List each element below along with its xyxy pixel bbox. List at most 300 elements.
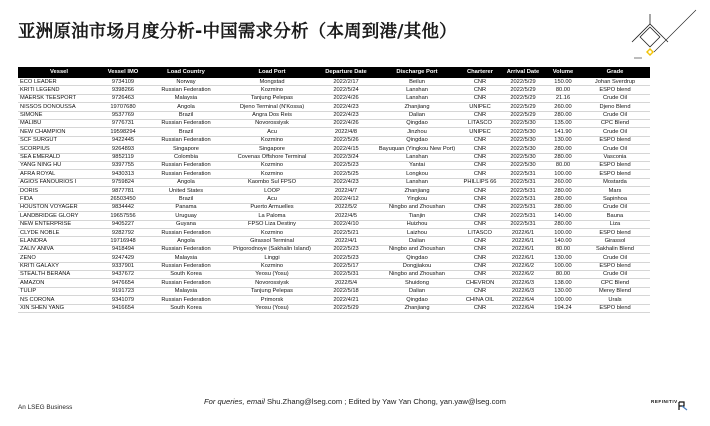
table-cell: Kozmino bbox=[226, 170, 318, 178]
table-cell: 80.00 bbox=[546, 270, 580, 278]
table-cell: 140.00 bbox=[546, 212, 580, 220]
table-cell: Novorossiysk bbox=[226, 119, 318, 127]
table-cell: Crude Oil bbox=[580, 111, 650, 119]
page-title: 亚洲原油市场月度分析-中国需求分析（本周到港/其他） bbox=[18, 22, 457, 42]
table-row bbox=[18, 187, 650, 195]
table-cell: Kozmino bbox=[226, 262, 318, 270]
table-cell: ELANDRA bbox=[18, 237, 100, 245]
table-cell: MALIBU bbox=[18, 119, 100, 127]
table-cell: CNR bbox=[460, 187, 500, 195]
table-cell: 2022/5/2 bbox=[318, 203, 374, 211]
table-cell: CNR bbox=[460, 94, 500, 102]
table-cell: CNR bbox=[460, 136, 500, 144]
table-cell: SCORPIUS bbox=[18, 145, 100, 153]
table-cell: 2022/5/23 bbox=[318, 245, 374, 253]
table-row bbox=[18, 212, 650, 220]
table-row bbox=[18, 170, 650, 178]
table-cell: Angola bbox=[146, 178, 226, 186]
table-cell: 280.00 bbox=[546, 187, 580, 195]
table-cell: 2022/6/4 bbox=[500, 304, 546, 312]
table-cell: Vasconia bbox=[580, 153, 650, 161]
table-cell: 2022/4/26 bbox=[318, 94, 374, 102]
table-cell: CPC Blend bbox=[580, 119, 650, 127]
table-cell: 2022/5/31 bbox=[500, 203, 546, 211]
table-cell: South Korea bbox=[146, 304, 226, 312]
table-cell: 2022/5/18 bbox=[318, 287, 374, 295]
table-cell: Tanjung Pelepas bbox=[226, 287, 318, 295]
table-cell: La Paloma bbox=[226, 212, 318, 220]
table-cell: 26503450 bbox=[100, 195, 146, 203]
table-cell: ESPO blend bbox=[580, 136, 650, 144]
table-cell: Russian Federation bbox=[146, 262, 226, 270]
table-cell: CLYDE NOBLE bbox=[18, 229, 100, 237]
table-cell: Acu bbox=[226, 195, 318, 203]
table-cell: 2022/5/23 bbox=[318, 254, 374, 262]
table-cell: 80.00 bbox=[546, 161, 580, 169]
table-cell: CNR bbox=[460, 161, 500, 169]
table-cell: 2022/5/29 bbox=[500, 86, 546, 94]
table-row bbox=[18, 195, 650, 203]
table-cell: HOUSTON VOYAGER bbox=[18, 203, 100, 211]
table-cell: 130.00 bbox=[546, 136, 580, 144]
table-cell: Prigorodnoye (Sakhalin Island) bbox=[226, 245, 318, 253]
table-cell: 9341079 bbox=[100, 296, 146, 304]
table-cell: Guyana bbox=[146, 220, 226, 228]
table-cell: Dalian bbox=[374, 287, 460, 295]
table-cell: CNR bbox=[460, 287, 500, 295]
table-row bbox=[18, 136, 650, 144]
table-cell: 19598294 bbox=[100, 128, 146, 136]
table-cell: LANDBRIDGE GLORY bbox=[18, 212, 100, 220]
table-row bbox=[18, 287, 650, 295]
table-cell: CNR bbox=[460, 220, 500, 228]
table-cell: 2022/5/29 bbox=[500, 111, 546, 119]
table-cell: Singapore bbox=[146, 145, 226, 153]
table-cell: 2022/5/31 bbox=[500, 170, 546, 178]
table-cell: Yeosu (Yosu) bbox=[226, 304, 318, 312]
table-cell: 135.00 bbox=[546, 119, 580, 127]
table-cell: 21.16 bbox=[546, 94, 580, 102]
table-cell: CNR bbox=[460, 237, 500, 245]
table-cell: 9759824 bbox=[100, 178, 146, 186]
table-cell: Crude Oil bbox=[580, 145, 650, 153]
table-cell: Crude Oil bbox=[580, 128, 650, 136]
table-cell: CHINA OIL bbox=[460, 296, 500, 304]
table-cell: LITASCO bbox=[460, 119, 500, 127]
table-cell: 2022/5/17 bbox=[318, 262, 374, 270]
table-cell: Russian Federation bbox=[146, 119, 226, 127]
table-cell: Crude Oil bbox=[580, 254, 650, 262]
table-row bbox=[18, 237, 650, 245]
table-cell: 2022/5/31 bbox=[318, 270, 374, 278]
table-body bbox=[18, 78, 650, 312]
table-cell: 150.00 bbox=[546, 78, 580, 86]
table-cell: Urals bbox=[580, 296, 650, 304]
table-cell: CNR bbox=[460, 78, 500, 86]
table-row bbox=[18, 128, 650, 136]
table-cell: 2022/4/1 bbox=[318, 237, 374, 245]
table-cell: AMAZON bbox=[18, 279, 100, 287]
table-cell: AFRA ROYAL bbox=[18, 170, 100, 178]
table-cell: Russian Federation bbox=[146, 86, 226, 94]
table-cell: Norway bbox=[146, 78, 226, 86]
table-cell: Ningbo and Zhoushan bbox=[374, 270, 460, 278]
table-row bbox=[18, 78, 650, 86]
table-cell: CNR bbox=[460, 145, 500, 153]
table-cell: DORIS bbox=[18, 187, 100, 195]
table-cell: 2022/4/23 bbox=[318, 178, 374, 186]
table-cell: Sapinhoa bbox=[580, 195, 650, 203]
table-cell: UNIPEC bbox=[460, 103, 500, 111]
table-cell: Bauna bbox=[580, 212, 650, 220]
table-row bbox=[18, 270, 650, 278]
table-cell: ECO LEADER bbox=[18, 78, 100, 86]
table-cell: 9398266 bbox=[100, 86, 146, 94]
table-cell: Primorsk bbox=[226, 296, 318, 304]
table-row bbox=[18, 229, 650, 237]
table-cell: Kozmino bbox=[226, 86, 318, 94]
table-cell: 280.00 bbox=[546, 203, 580, 211]
table-cell: SIMONE bbox=[18, 111, 100, 119]
table-cell: ZENO bbox=[18, 254, 100, 262]
table-cell: Longkou bbox=[374, 170, 460, 178]
table-cell: PHILLIPS 66 bbox=[460, 178, 500, 186]
table-cell: 2022/5/30 bbox=[500, 153, 546, 161]
lseg-business-label: An LSEG Business bbox=[18, 404, 73, 411]
table-cell: CPC Blend bbox=[580, 279, 650, 287]
table-cell: 2022/5/4 bbox=[318, 279, 374, 287]
table-cell: 2022/5/30 bbox=[500, 161, 546, 169]
table-cell: Mars bbox=[580, 187, 650, 195]
table-cell: 9776731 bbox=[100, 119, 146, 127]
column-header: Discharge Port bbox=[374, 67, 460, 78]
footer-queries-prefix: For queries, email bbox=[204, 397, 267, 406]
table-row bbox=[18, 103, 650, 111]
table-cell: 9247429 bbox=[100, 254, 146, 262]
table-cell: 2022/4/12 bbox=[318, 195, 374, 203]
table-row bbox=[18, 254, 650, 262]
table-cell: 2022/5/31 bbox=[500, 187, 546, 195]
table-cell: FPSO Liza Destiny bbox=[226, 220, 318, 228]
table-cell: Russian Federation bbox=[146, 161, 226, 169]
table-cell: Tanjung Pelepas bbox=[226, 94, 318, 102]
table-cell: Malaysia bbox=[146, 94, 226, 102]
table-cell: 2022/5/29 bbox=[500, 78, 546, 86]
table-cell: 140.00 bbox=[546, 237, 580, 245]
table-cell: Sakhalin Blend bbox=[580, 245, 650, 253]
table-cell: CNR bbox=[460, 153, 500, 161]
table-row bbox=[18, 245, 650, 253]
table-cell: Russian Federation bbox=[146, 245, 226, 253]
table-cell: 2022/5/31 bbox=[500, 195, 546, 203]
table-cell: Brazil bbox=[146, 111, 226, 119]
table-cell: Dongjiakou bbox=[374, 262, 460, 270]
table-cell: Crude Oil bbox=[580, 94, 650, 102]
footer-queries-contacts: Shu.Zhang@lseg.com ; Edited by Yaw Yan Chong, yan.yaw@lseg.com bbox=[266, 397, 506, 406]
column-header: Load Port bbox=[226, 67, 318, 78]
table-cell: UNIPEC bbox=[460, 128, 500, 136]
table-cell: Qingdao bbox=[374, 296, 460, 304]
table-cell: Russian Federation bbox=[146, 229, 226, 237]
table-cell: 2022/5/31 bbox=[500, 178, 546, 186]
table-row bbox=[18, 153, 650, 161]
table-cell: CNR bbox=[460, 304, 500, 312]
table-cell: Crude Oil bbox=[580, 270, 650, 278]
table-row bbox=[18, 178, 650, 186]
table-cell: 2022/5/24 bbox=[318, 86, 374, 94]
table-cell: NEW ENTERPRISE bbox=[18, 220, 100, 228]
table-cell: 2022/5/30 bbox=[500, 119, 546, 127]
table-cell: 9405227 bbox=[100, 220, 146, 228]
table-cell: Qingdao bbox=[374, 119, 460, 127]
table-cell: Qingdao bbox=[374, 136, 460, 144]
table-cell: Huizhou bbox=[374, 220, 460, 228]
table-cell: 2022/5/23 bbox=[318, 161, 374, 169]
table-cell: 80.00 bbox=[546, 86, 580, 94]
table-cell: 260.00 bbox=[546, 103, 580, 111]
table-cell: Uruguay bbox=[146, 212, 226, 220]
table-cell: Lanshan bbox=[374, 153, 460, 161]
table-cell: 19657556 bbox=[100, 212, 146, 220]
table-cell: CNR bbox=[460, 270, 500, 278]
table-cell: 2022/6/3 bbox=[500, 287, 546, 295]
table-cell: Mongstad bbox=[226, 78, 318, 86]
table-cell: Beilun bbox=[374, 78, 460, 86]
table-cell: 2022/5/30 bbox=[500, 128, 546, 136]
table-cell: CNR bbox=[460, 86, 500, 94]
table-cell: United States bbox=[146, 187, 226, 195]
table-cell: ESPO blend bbox=[580, 170, 650, 178]
table-cell: Novorossiysk bbox=[226, 279, 318, 287]
table-cell: Yeosu (Yosu) bbox=[226, 270, 318, 278]
table-cell: ESPO blend bbox=[580, 229, 650, 237]
table-cell: SEA EMERALD bbox=[18, 153, 100, 161]
vessel-table bbox=[18, 67, 650, 313]
table-row bbox=[18, 94, 650, 102]
table-cell: 2022/4/5 bbox=[318, 212, 374, 220]
table-cell: Covenas Offshore Terminal bbox=[226, 153, 318, 161]
table-cell: Kozmino bbox=[226, 161, 318, 169]
table-cell: Puerto Armuelles bbox=[226, 203, 318, 211]
table-cell: Malaysia bbox=[146, 254, 226, 262]
table-cell: CNR bbox=[460, 111, 500, 119]
table-cell: Kozmino bbox=[226, 229, 318, 237]
table-cell: SCF SURGUT bbox=[18, 136, 100, 144]
table-cell: Laizhou bbox=[374, 229, 460, 237]
table-cell: 280.00 bbox=[546, 195, 580, 203]
table-cell: Jinzhou bbox=[374, 128, 460, 136]
table-row bbox=[18, 145, 650, 153]
table-cell: Angra Dos Reis bbox=[226, 111, 318, 119]
table-row bbox=[18, 296, 650, 304]
table-header-row bbox=[18, 67, 650, 78]
table-cell: 9734109 bbox=[100, 78, 146, 86]
table-cell: South Korea bbox=[146, 270, 226, 278]
table-cell: CNR bbox=[460, 212, 500, 220]
table-cell: ZALIV ANIVA bbox=[18, 245, 100, 253]
refinitiv-logo-text: REFINITIV bbox=[651, 399, 678, 404]
table-cell: CNR bbox=[460, 254, 500, 262]
table-cell: Qingdao bbox=[374, 254, 460, 262]
table-cell: 100.00 bbox=[546, 170, 580, 178]
footer-contact-note bbox=[0, 397, 710, 406]
table-cell: 2022/4/26 bbox=[318, 119, 374, 127]
table-cell: 9422445 bbox=[100, 136, 146, 144]
table-cell: Yingkou bbox=[374, 195, 460, 203]
table-cell: Russian Federation bbox=[146, 170, 226, 178]
column-header: Departure Date bbox=[318, 67, 374, 78]
table-cell: 2022/6/2 bbox=[500, 270, 546, 278]
table-cell: MAERSK TEESPORT bbox=[18, 94, 100, 102]
table-cell: CNR bbox=[460, 170, 500, 178]
table-cell: 2022/6/1 bbox=[500, 254, 546, 262]
table-cell: Russian Federation bbox=[146, 296, 226, 304]
column-header: Charterer bbox=[460, 67, 500, 78]
table-cell: 130.00 bbox=[546, 254, 580, 262]
table-cell: Mostarda bbox=[580, 178, 650, 186]
table-cell: 9726463 bbox=[100, 94, 146, 102]
table-cell: Zhanjiang bbox=[374, 103, 460, 111]
table-cell: 280.00 bbox=[546, 111, 580, 119]
table-cell: 2022/4/8 bbox=[318, 128, 374, 136]
table-cell: Lanshan bbox=[374, 86, 460, 94]
table-cell: 100.00 bbox=[546, 229, 580, 237]
table-cell: 9264893 bbox=[100, 145, 146, 153]
table-cell: 9834442 bbox=[100, 203, 146, 211]
table-cell: NS CORONA bbox=[18, 296, 100, 304]
table-cell: 19716948 bbox=[100, 237, 146, 245]
table-cell: 138.00 bbox=[546, 279, 580, 287]
table-cell: 2022/5/31 bbox=[500, 220, 546, 228]
table-cell: Ningbo and Zhoushan bbox=[374, 203, 460, 211]
table-row bbox=[18, 119, 650, 127]
table-cell: ESPO blend bbox=[580, 161, 650, 169]
table-cell: 9430313 bbox=[100, 170, 146, 178]
table-cell: 9537769 bbox=[100, 111, 146, 119]
table-cell: 2022/5/21 bbox=[318, 229, 374, 237]
table-cell: 280.00 bbox=[546, 220, 580, 228]
table-cell: Acu bbox=[226, 128, 318, 136]
table-cell: Yantai bbox=[374, 161, 460, 169]
table-cell: Angola bbox=[146, 237, 226, 245]
table-cell: Lanshan bbox=[374, 94, 460, 102]
table-cell: Tianjin bbox=[374, 212, 460, 220]
table-cell: KRITI GALAXY bbox=[18, 262, 100, 270]
table-cell: Malaysia bbox=[146, 287, 226, 295]
table-cell: 100.00 bbox=[546, 296, 580, 304]
table-cell: 280.00 bbox=[546, 153, 580, 161]
column-header: Grade bbox=[580, 67, 650, 78]
table-cell: 2022/6/1 bbox=[500, 229, 546, 237]
table-cell: 260.00 bbox=[546, 178, 580, 186]
table-cell: Girassol bbox=[580, 237, 650, 245]
table-cell: Shuidong bbox=[374, 279, 460, 287]
table-cell: Lanshan bbox=[374, 178, 460, 186]
table-cell: 100.00 bbox=[546, 262, 580, 270]
table-cell: 2022/5/30 bbox=[500, 136, 546, 144]
table-cell: CNR bbox=[460, 262, 500, 270]
table-cell: LOOP bbox=[226, 187, 318, 195]
table-cell: 2022/4/21 bbox=[318, 296, 374, 304]
table-cell: YANG NING HU bbox=[18, 161, 100, 169]
table-cell: KRITI LEGEND bbox=[18, 86, 100, 94]
table-cell: 2022/5/31 bbox=[500, 212, 546, 220]
table-cell: TULIP bbox=[18, 287, 100, 295]
table-cell: Ningbo and Zhoushan bbox=[374, 245, 460, 253]
table-row bbox=[18, 220, 650, 228]
table-cell: 2022/6/2 bbox=[500, 262, 546, 270]
table-cell: 9852119 bbox=[100, 153, 146, 161]
table-cell: Liza bbox=[580, 220, 650, 228]
table-cell: 2022/6/1 bbox=[500, 245, 546, 253]
table-cell: Zhanjiang bbox=[374, 187, 460, 195]
table-cell: XIN SHEN YANG bbox=[18, 304, 100, 312]
table-cell: AGIOS FANOURIOS I bbox=[18, 178, 100, 186]
table-row bbox=[18, 304, 650, 312]
table-cell: Merey Blend bbox=[580, 287, 650, 295]
table-cell: 280.00 bbox=[546, 145, 580, 153]
table-cell: Russian Federation bbox=[146, 279, 226, 287]
table-cell: 19707680 bbox=[100, 103, 146, 111]
table-cell: 2022/6/3 bbox=[500, 279, 546, 287]
table-cell: Kozmino bbox=[226, 136, 318, 144]
table-row bbox=[18, 111, 650, 119]
table-cell: LITASCO bbox=[460, 229, 500, 237]
table-cell: ESPO blend bbox=[580, 304, 650, 312]
table-cell: 2022/2/17 bbox=[318, 78, 374, 86]
table-cell: Djeno Blend bbox=[580, 103, 650, 111]
table-cell: Bayuquan (Yingkou New Port) bbox=[374, 145, 460, 153]
table-cell: ESPO blend bbox=[580, 86, 650, 94]
table-cell: Panama bbox=[146, 203, 226, 211]
table-cell: ESPO blend bbox=[580, 262, 650, 270]
table-cell: 2022/4/7 bbox=[318, 187, 374, 195]
column-header: Vessel bbox=[18, 67, 100, 78]
table-cell: NEW CHAMPION bbox=[18, 128, 100, 136]
refinitiv-logo-icon bbox=[678, 401, 688, 411]
table-cell: 9282792 bbox=[100, 229, 146, 237]
table-cell: Russian Federation bbox=[146, 136, 226, 144]
table-cell: 141.90 bbox=[546, 128, 580, 136]
table-cell: Djeno Terminal (N'Kossa) bbox=[226, 103, 318, 111]
table-cell: CNR bbox=[460, 195, 500, 203]
table-cell: 2022/4/10 bbox=[318, 220, 374, 228]
table-cell: Brazil bbox=[146, 128, 226, 136]
column-header: Vessel IMO bbox=[100, 67, 146, 78]
table-cell: Dalian bbox=[374, 237, 460, 245]
table-cell: 2022/5/29 bbox=[318, 304, 374, 312]
table-cell: 194.24 bbox=[546, 304, 580, 312]
table-cell: NISSOS DONOUSSA bbox=[18, 103, 100, 111]
column-header: Load Country bbox=[146, 67, 226, 78]
table-cell: 2022/6/1 bbox=[500, 237, 546, 245]
table-row bbox=[18, 262, 650, 270]
table-cell: CNR bbox=[460, 245, 500, 253]
table-cell: 9476654 bbox=[100, 279, 146, 287]
table-cell: Linggi bbox=[226, 254, 318, 262]
table-row bbox=[18, 86, 650, 94]
table-cell: 9418494 bbox=[100, 245, 146, 253]
table-cell: CHEVRON bbox=[460, 279, 500, 287]
table-cell: CNR bbox=[460, 203, 500, 211]
table-cell: 9191723 bbox=[100, 287, 146, 295]
decorative-shapes-icon bbox=[628, 8, 698, 68]
table-cell: 2022/4/15 bbox=[318, 145, 374, 153]
table-cell: STEALTH BERANA bbox=[18, 270, 100, 278]
table-cell: 2022/5/29 bbox=[500, 94, 546, 102]
table-row bbox=[18, 203, 650, 211]
table-cell: 2022/6/4 bbox=[500, 296, 546, 304]
